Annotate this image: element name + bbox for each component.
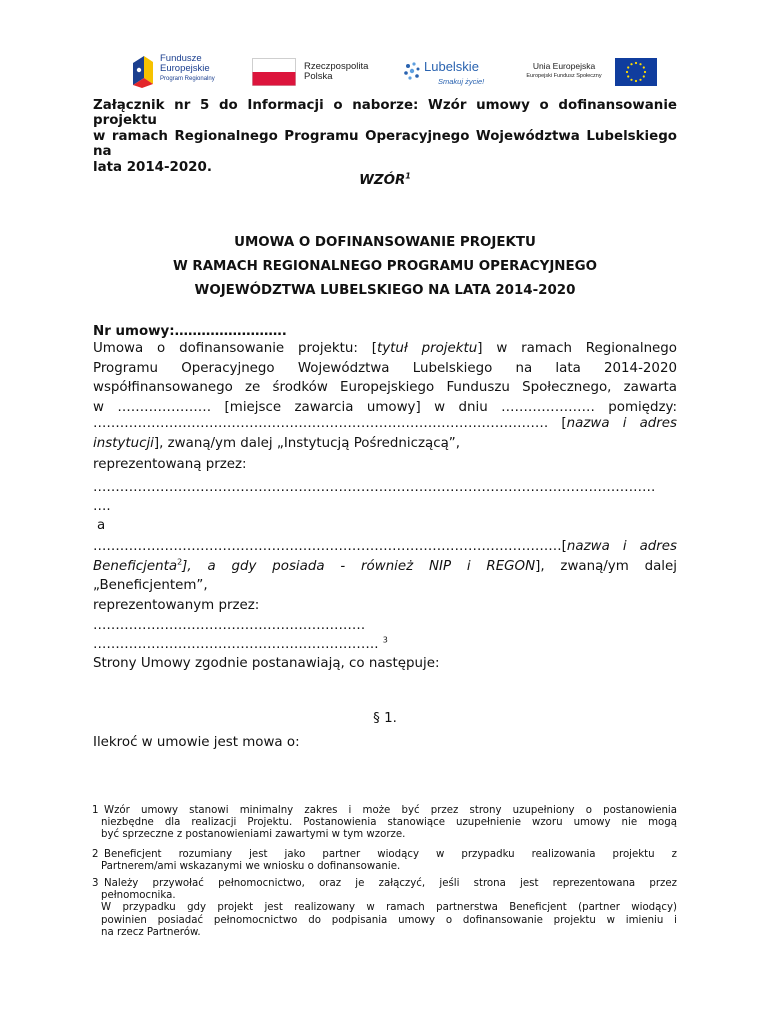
wzor-text: WZÓR: [359, 173, 406, 188]
p3-line1: ……………………………………………………………………………………………[nazwa i adres: [93, 539, 677, 554]
title-line3: WOJEWÓDZTWA LUBELSKIEGO NA LATA 2014-2020: [194, 283, 576, 298]
dots-line-short: ….: [93, 499, 111, 514]
p1-line3: współfinansowanego ze środków Europejskiego Funduszu Społecznego, zawarta: [93, 380, 677, 396]
header-annex: [93, 98, 677, 175]
fundusze-star-icon: [130, 54, 156, 88]
parties-agree: Strony Umowy zgodnie postanawiają, co następuje:: [93, 656, 440, 671]
lubelskie-mark-icon: [402, 60, 424, 84]
whenever-text: Ilekroć w umowie jest mowa o:: [93, 735, 300, 750]
p3-line2: Beneficjenta$^2$], a gdy posiada - również NIP i REGON], zwaną/ym dalej: [93, 557, 677, 574]
footnote-3: 3 Należy przywołać pełnomocnictwo, oraz je załączyć, jeśli strona jest reprezentowana przez pełnomocnika. W przypadku gdy projekt jest realizowany w ramach partnerstwa Beneficjent (partner wiodący) powinien posiadać pełnomocnictwo do podpisania umowy o dofinansowanie projektu w imieniu i na rzecz Partnerów.: [92, 878, 677, 938]
beneficiary-footnote-ref[interactable]: 2: [177, 557, 183, 567]
intro-paragraph: [93, 339, 677, 417]
ue-line1: Unia Europejska: [532, 61, 596, 71]
contract-number: Nr umowy:…………………….: [93, 324, 287, 339]
lubelskie-logo: [402, 56, 498, 92]
header-line1: Załącznik nr 5 do Informacji o naborze: Wzór umowy o dofinansowanie projektu: [93, 98, 677, 129]
dots-line-long: ………………………………………………………………………………………………………………: [93, 480, 656, 495]
p2-line1: ………………………………………………………………………………………… [nazwa i adres: [93, 416, 678, 431]
dots-rep-1: …………………………………………………….: [93, 618, 366, 633]
lub-slogan: Smakuj życie!: [438, 77, 485, 86]
ue-line2: Europejski Fundusz Społeczny: [526, 72, 602, 79]
represented-by-2: reprezentowanym przez:: [93, 598, 260, 613]
beneficiary-paragraph: [93, 537, 677, 596]
logo-bar: [0, 46, 770, 98]
p1-line1: Umowa o dofinansowanie projektu: [tytuł projektu] w ramach Regionalnego: [93, 341, 677, 356]
lub-name: Lubelskie: [424, 59, 479, 74]
footnotes: [92, 805, 677, 939]
p1-line4: w ………………… [miejsce zawarcia umowy] w dniu ………………… pomiędzy:: [93, 399, 677, 415]
represented-by-1: reprezentowaną przez:: [93, 457, 247, 472]
section-1-heading: § 1.: [373, 711, 397, 726]
eu-flag-icon: [615, 58, 657, 86]
footnote-1: 1 Wzór umowy stanowi minimalny zakres i może być przez strony uzupełniony o postanowienia niezbędne dla realizacji Projektu. Postanowienia stanowiące uzupełnienie wzoru umowy nie mogą być sprzeczne z postanowieniami zawartymi w tym wzorze.: [92, 805, 677, 841]
header-line3: lata 2014-2020.: [93, 159, 212, 175]
and-text: a: [97, 518, 106, 533]
contract-title: [0, 231, 770, 303]
p1-line2: Programu Operacyjnego Województwa Lubelskiego na lata 2014-2020: [93, 360, 677, 376]
rzeczpospolita-logo: [252, 56, 382, 92]
rep-footnote-ref[interactable]: 3: [382, 635, 388, 645]
fe-line3: Program Regionalny: [160, 75, 215, 82]
rp-line1: Rzeczpospolita: [304, 61, 369, 72]
dots-rep-2: ………………………………………………………. $^3$: [93, 635, 388, 652]
fe-line1: Fundusze: [160, 53, 202, 64]
institution-paragraph: [93, 414, 677, 453]
fundusze-europejskie-logo: [130, 52, 230, 92]
wzor-footnote-ref[interactable]: 1: [405, 171, 411, 181]
title-line2: W RAMACH REGIONALNEGO PROGRAMU OPERACYJNEGO: [172, 259, 598, 274]
fe-line2: Europejskie: [160, 62, 210, 74]
polish-flag-icon: [252, 58, 296, 86]
p2-line2: instytucji], zwaną/ym dalej „Instytucją Pośredniczącą”,: [93, 435, 460, 451]
footnote-2: 2 Beneficjent rozumiany jest jako partner wiodący w przypadku realizowania projektu z Partnerem/ami wskazanymi we wniosku o dofinansowanie.: [92, 848, 677, 872]
header-line2: w ramach Regionalnego Programu Operacyjnego Województwa Lubelskiego na: [93, 128, 677, 160]
rp-line2: Polska: [304, 70, 333, 82]
title-line1: UMOWA O DOFINANSOWANIE PROJEKTU: [234, 235, 536, 250]
p3-line3: „Beneficjentem”,: [93, 578, 208, 594]
wzor-heading: [0, 173, 770, 188]
unia-europejska-logo: [518, 56, 658, 92]
